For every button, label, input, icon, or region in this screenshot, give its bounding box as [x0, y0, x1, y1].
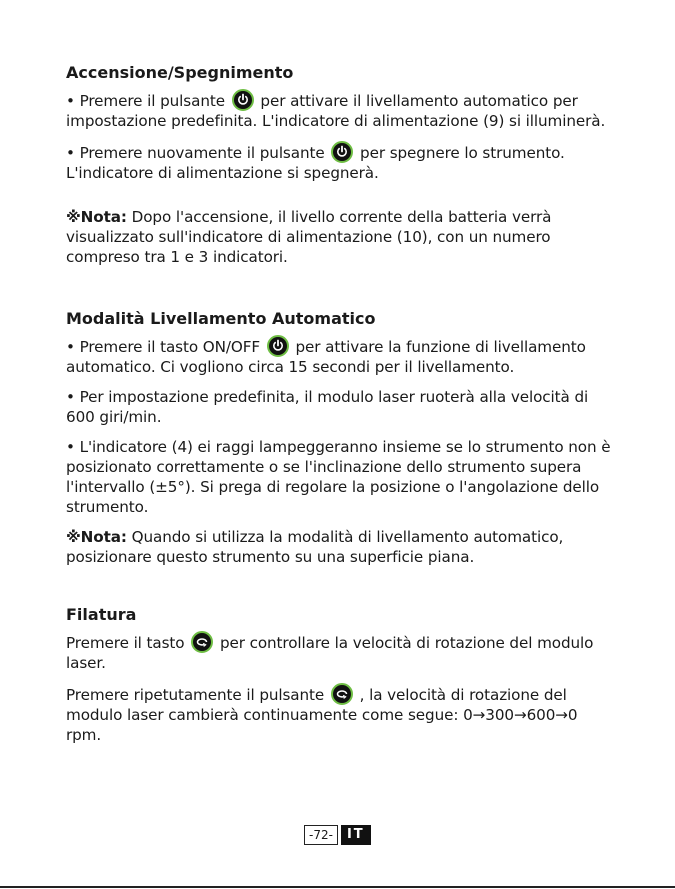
paragraph: • Premere il pulsante per attivare il livellamento automatico per impostazione predefinita. L'indicatore di alimentazione (9) si illuminerà. [66, 89, 611, 131]
paragraph: • Per impostazione predefinita, il modulo laser ruoterà alla velocità di 600 giri/min. [66, 388, 589, 426]
section-title-spinning: Filatura [66, 605, 137, 624]
section-title-power: Accensione/Spegnimento [66, 63, 294, 82]
paragraph: • Premere il tasto ON/OFF per attivare la funzione di livellamento automatico. Ci vogliono circa 15 secondi per il livellamento. [66, 335, 611, 377]
section-title-auto-leveling: Modalità Livellamento Automatico [66, 309, 376, 328]
paragraph: • L'indicatore (4) ei raggi lampeggeranno insieme se lo strumento non è posizionato correttamente o se l'inclinazione dello strumento supera l'intervallo (±5°). Si prega di regolare la posizione o l'angolazione dello strumento. [66, 438, 611, 516]
power-icon [331, 141, 353, 163]
rotation-icon [191, 631, 213, 653]
language-badge: IT [341, 825, 371, 845]
note: ※Nota: Quando si utilizza la modalità di livellamento automatico, posizionare questo strumento su una superficie piana. [66, 528, 564, 566]
paragraph: Premere ripetutamente il pulsante , la velocità di rotazione del modulo laser cambierà continuamente come segue: 0→300→600→0 rpm. [66, 683, 611, 745]
note: ※Nota: Dopo l'accensione, il livello corrente della batteria verrà visualizzato sull'indicatore di alimentazione (10), con un numero compreso tra 1 e 3 indicatori. [66, 208, 552, 266]
power-icon [267, 335, 289, 357]
manual-page [66, 63, 611, 755]
bottom-rule [0, 886, 675, 888]
power-icon [232, 89, 254, 111]
paragraph: Premere il tasto per controllare la velocità di rotazione del modulo laser. [66, 631, 611, 673]
paragraph: • Premere nuovamente il pulsante per spegnere lo strumento. L'indicatore di alimentazione si spegnerà. [66, 141, 611, 183]
page-number: -72- [304, 825, 338, 845]
page-footer [304, 825, 371, 845]
rotation-icon [331, 683, 353, 705]
